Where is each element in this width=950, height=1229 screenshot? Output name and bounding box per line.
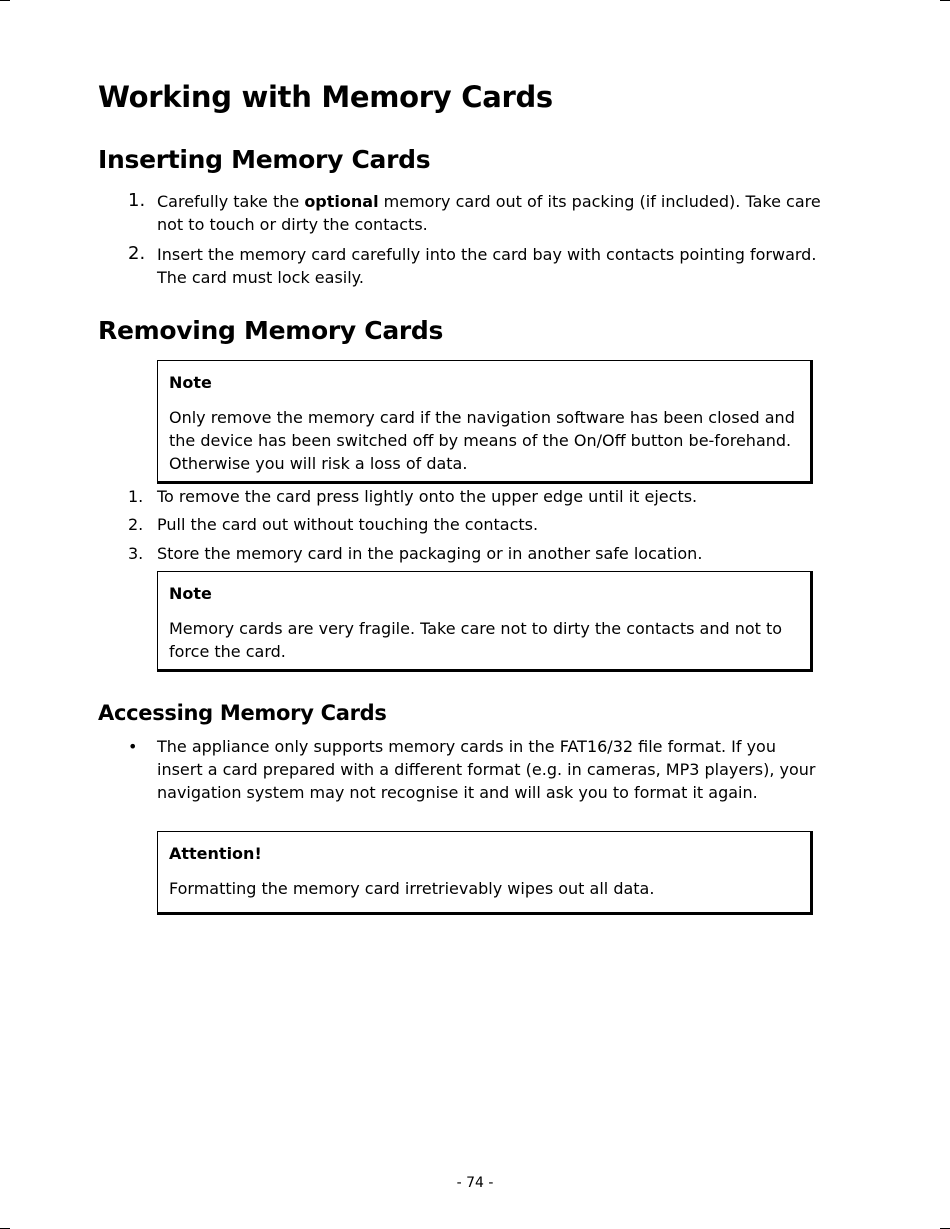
crop-mark <box>0 0 10 1</box>
page-number: - 74 - <box>456 1175 494 1191</box>
attention-title: Attention! <box>169 844 262 863</box>
section-heading-inserting: Inserting Memory Cards <box>98 145 431 174</box>
bullet-marker: • <box>128 737 138 756</box>
note-box <box>157 360 813 484</box>
page-title: Working with Memory Cards <box>98 80 553 114</box>
list-item: Pull the card out without touching the contacts. <box>157 515 539 534</box>
list-marker: 2. <box>128 243 146 264</box>
list-item: To remove the card press lightly onto the upper edge until it ejects. <box>157 487 698 506</box>
note-box <box>157 571 813 672</box>
step-text-after: memory card out of its packing (if included). Take care not to touch or dirty the contacts. <box>157 192 821 234</box>
attention-box <box>157 831 813 915</box>
note-title: Note <box>169 373 212 392</box>
list-marker: 1. <box>128 190 146 211</box>
note-text: Only remove the memory card if the navigation software has been closed and the device has been switched off by means of the On/Off button be-forehand. Otherwise you will risk a loss of data. <box>169 408 795 473</box>
section-heading-removing: Removing Memory Cards <box>98 316 444 345</box>
list-item: Store the memory card in the packaging or in another safe location. <box>157 544 703 563</box>
crop-mark <box>940 0 950 1</box>
note-title: Note <box>169 584 212 603</box>
step-text-bold: optional <box>304 192 379 211</box>
list-item <box>157 190 847 236</box>
note-text: Memory cards are very fragile. Take care not to dirty the contacts and not to force the card. <box>169 619 783 661</box>
attention-text: Formatting the memory card irretrievably wipes out all data. <box>169 879 655 898</box>
list-marker: 3. <box>128 544 144 563</box>
list-item: The appliance only supports memory cards in the FAT16/32 file format. If you insert a card prepared with a different format (e.g. in cameras, MP3 players), your navigation system may not recognise it and will ask you to format it again. <box>157 737 816 802</box>
section-heading-accessing: Accessing Memory Cards <box>98 701 387 725</box>
list-marker: 1. <box>128 487 144 506</box>
list-item: Insert the memory card carefully into the card bay with contacts pointing forward. The card must lock easily. <box>157 245 817 287</box>
step-text-before: Carefully take the <box>157 192 305 211</box>
list-marker: 2. <box>128 515 144 534</box>
